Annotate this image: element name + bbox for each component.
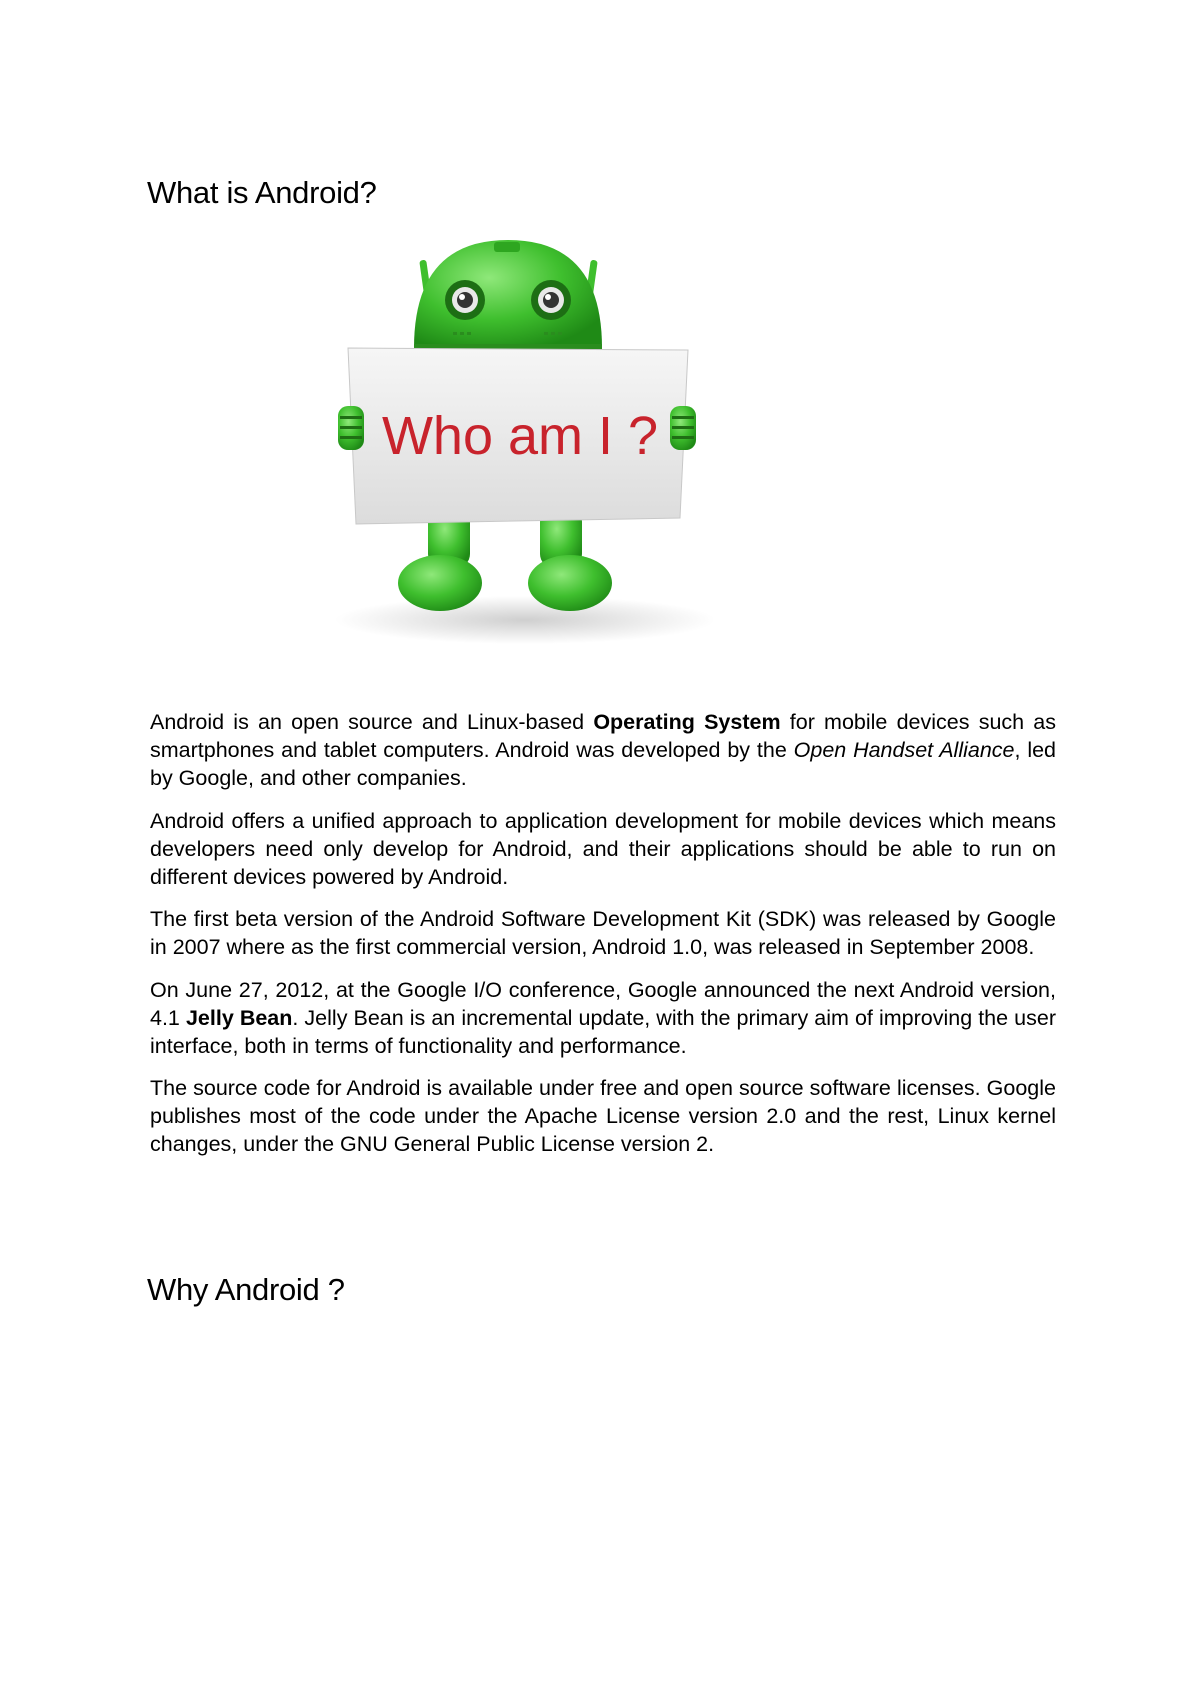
robot-legs: [398, 508, 612, 611]
paragraph-sdk-history: The first beta version of the Android Software Development Kit (SDK) was released by Google in 2007 where as the first commercial version, Android 1.0, was released in September 2008.: [150, 907, 1056, 959]
paragraph-jelly-bean-text-1: On June 27, 2012, at the Google I/O conference, Google announced the next Android version, 4.1: [150, 977, 1056, 1030]
paragraph-intro-text-1: Android is an open source and Linux-based: [150, 710, 594, 734]
term-open-handset-alliance: Open Handset Alliance: [793, 738, 1015, 762]
robot-head: [414, 240, 602, 350]
paragraph-unified-approach: Android offers a unified approach to application development for mobile devices which means developers need only develop for Android, and their applications should be able to run on different devices powered by Android.: [150, 808, 1056, 889]
heading-what-is-android: What is Android?: [147, 175, 377, 210]
article-body: [150, 708, 1056, 1173]
heading-why-android: Why Android ?: [147, 1272, 345, 1307]
paragraph-intro-text-3: , led by Google, and other companies.: [150, 738, 1057, 790]
paragraph-intro-text-2: for mobile devices such as smartphones and tablet computers. Android was developed by the: [150, 710, 1057, 762]
sign-board: [348, 348, 688, 524]
paragraph-licensing: The source code for Android is available under free and open source software licenses. Google publishes most of the code under the Apache License version 2.0 and the rest, Linux kernel changes, under the GNU General Public License version 2.: [150, 1076, 1056, 1156]
term-operating-system: Operating System: [593, 710, 781, 734]
term-jelly-bean: Jelly Bean: [185, 1005, 293, 1030]
paragraph-intro: [150, 708, 1056, 792]
floor-shadow: [335, 596, 715, 644]
paragraph-jelly-bean: [150, 976, 1056, 1060]
paragraph-jelly-bean-text-2: . Jelly Bean is an incremental update, with the primary aim of improving the user interface, both in terms of functionality and performance.: [150, 1005, 1056, 1058]
android-robot-illustration: [330, 238, 720, 650]
sign-text: Who am I ?: [381, 406, 659, 466]
